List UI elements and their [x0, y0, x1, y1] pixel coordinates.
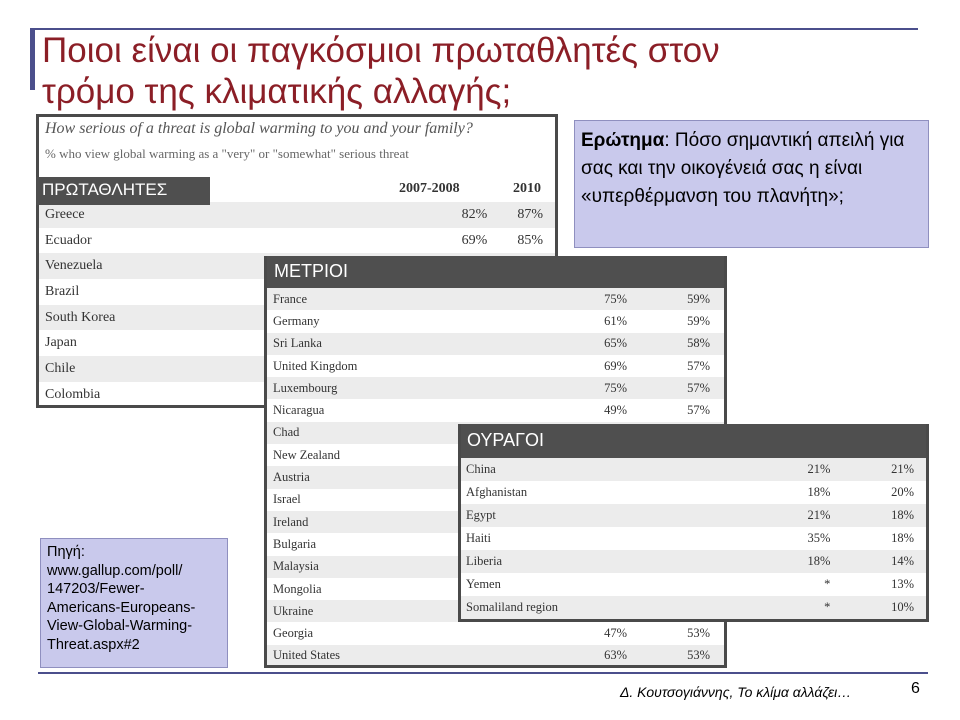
- slide-title-line-2: τρόμο της κλιματικής αλλαγής;: [42, 72, 512, 111]
- country-cell: United States: [267, 645, 580, 667]
- value-2007-2008-cell: 18%: [783, 550, 835, 573]
- source-url-line-2: 147203/Fewer-: [47, 581, 145, 597]
- country-cell: Brazil: [45, 283, 80, 299]
- table-row: [267, 399, 724, 421]
- country-cell: Germany: [273, 313, 320, 328]
- country-cell: Luxembourg: [267, 377, 580, 399]
- value-2007-2008-cell: 18%: [807, 485, 831, 499]
- value-2010-cell: 18%: [835, 504, 926, 527]
- country-cell: Japan: [45, 335, 77, 351]
- value-2010-cell: 18%: [891, 531, 914, 545]
- footer-author: Δ. Κουτσογιάννης, Το κλίμα αλλάζει…: [620, 684, 852, 700]
- value-2007-2008-cell: 47%: [604, 626, 627, 641]
- table-row: [267, 310, 724, 332]
- value-2010-cell: 21%: [835, 458, 926, 481]
- value-2007-2008-cell: 35%: [807, 531, 831, 545]
- value-2010-cell: 59%: [687, 313, 710, 328]
- table-row: [461, 596, 926, 619]
- laggards-table: [461, 458, 926, 619]
- value-2010-cell: 87%: [493, 202, 555, 228]
- source-url-line-3: Americans-Europeans-: [47, 599, 196, 616]
- table-row: [267, 645, 724, 667]
- country-cell: Nicaragua: [273, 403, 325, 418]
- value-2010-cell: 10%: [835, 596, 926, 619]
- survey-subtitle: % who view global warming as a "very" or "somewhat" serious threat: [45, 146, 409, 161]
- country-cell: Ireland: [267, 511, 580, 533]
- moderate-tag: ΜΕΤΡΙΟΙ: [267, 256, 727, 288]
- table-row: [461, 573, 926, 596]
- value-2007-2008-cell: 21%: [783, 504, 835, 527]
- source-box: [40, 538, 228, 668]
- value-2010-cell: 57%: [687, 403, 710, 418]
- value-2007-2008-cell: *: [783, 596, 835, 619]
- table-row: [267, 288, 724, 310]
- country-cell: France: [267, 288, 580, 310]
- page-number: 6: [911, 680, 920, 697]
- table-row: [267, 333, 724, 355]
- value-2007-2008-cell: 21%: [783, 458, 835, 481]
- value-2007-2008-cell: 75%: [580, 288, 633, 310]
- country-cell: United Kingdom: [273, 358, 358, 373]
- table-row: [267, 355, 724, 377]
- survey-question: How serious of a threat is global warming to you and your family?: [45, 120, 473, 137]
- country-cell: Sri Lanka: [267, 333, 580, 355]
- country-cell: Yemen: [466, 577, 501, 591]
- value-2007-2008-cell: 65%: [580, 333, 633, 355]
- value-2007-2008-cell: 61%: [604, 313, 627, 328]
- value-2010-cell: 13%: [891, 577, 914, 591]
- country-cell: Haiti: [466, 531, 491, 545]
- value-2007-2008-cell: 69%: [461, 232, 488, 248]
- value-2007-2008-cell: 75%: [580, 377, 633, 399]
- source-label: Πηγή:: [47, 544, 85, 560]
- country-cell: Greece: [39, 202, 424, 228]
- country-cell: Chile: [39, 356, 424, 382]
- column-header-2010: 2010: [513, 181, 541, 196]
- country-cell: Venezuela: [39, 253, 424, 279]
- table-row: [461, 550, 926, 573]
- source-url-line-5: Threat.aspx#2: [47, 636, 140, 653]
- source-url-line-4: View-Global-Warming-: [47, 618, 193, 634]
- table-row: [267, 377, 724, 399]
- slide-title-line-1: Ποιοι είναι οι παγκόσμιοι πρωταθλητές στον: [42, 31, 720, 70]
- question-text: : Πόσο σημαντική απειλή για σας και την οικογένειά σας η είναι «υπερθέρμανση του πλανήτη»;: [581, 130, 905, 207]
- value-2010-cell: 20%: [891, 485, 914, 499]
- value-2010-cell: 57%: [633, 377, 724, 399]
- title-accent-bar: [30, 28, 35, 90]
- country-cell: Chad: [267, 422, 580, 444]
- question-box: [574, 120, 929, 248]
- country-cell: New Zealand: [273, 447, 340, 462]
- value-2010-cell: 59%: [633, 288, 724, 310]
- country-cell: Liberia: [461, 550, 783, 573]
- value-2010-cell: 85%: [517, 232, 543, 248]
- value-2007-2008-cell: 49%: [604, 403, 627, 418]
- laggards-panel: [458, 424, 929, 622]
- value-2010-cell: 58%: [633, 333, 724, 355]
- country-cell: Bulgaria: [273, 536, 317, 551]
- table-row: [461, 458, 926, 481]
- value-2010-cell: 53%: [687, 626, 710, 641]
- country-cell: Austria: [267, 466, 580, 488]
- value-2007-2008-cell: 69%: [604, 358, 627, 373]
- value-2010-cell: 14%: [835, 550, 926, 573]
- value-2010-cell: 57%: [687, 358, 710, 373]
- champions-tag: ΠΡΩΤΑΘΛΗΤΕΣ: [36, 177, 210, 205]
- country-cell: Ecuador: [45, 232, 92, 248]
- footer-rule: [38, 672, 928, 674]
- country-cell: Mongolia: [273, 581, 322, 596]
- country-cell: Somaliland region: [461, 596, 783, 619]
- laggards-tag: ΟΥΡΑΓΟΙ: [461, 424, 929, 458]
- table-row: [461, 504, 926, 527]
- column-header-2007-2008: 2007-2008: [399, 181, 460, 196]
- country-cell: Malaysia: [267, 556, 580, 578]
- table-row: [461, 481, 926, 504]
- table-row: [39, 202, 555, 228]
- country-cell: South Korea: [39, 305, 424, 331]
- table-row: [267, 622, 724, 644]
- country-cell: China: [461, 458, 783, 481]
- source-url-line-1: www.gallup.com/poll/: [47, 562, 183, 579]
- table-row: [39, 228, 555, 254]
- country-cell: Afghanistan: [466, 485, 528, 499]
- table-row: [461, 527, 926, 550]
- country-cell: Ukraine: [267, 600, 580, 622]
- value-2010-cell: 53%: [633, 645, 724, 667]
- country-cell: Colombia: [45, 386, 101, 402]
- slide-title: [42, 30, 922, 112]
- country-cell: Georgia: [273, 626, 314, 641]
- question-label: Ερώτημα: [581, 130, 665, 151]
- value-2007-2008-cell: *: [824, 577, 831, 591]
- value-2007-2008-cell: 63%: [580, 645, 633, 667]
- country-cell: Egypt: [461, 504, 783, 527]
- value-2007-2008-cell: 82%: [424, 202, 493, 228]
- country-cell: Israel: [273, 492, 301, 507]
